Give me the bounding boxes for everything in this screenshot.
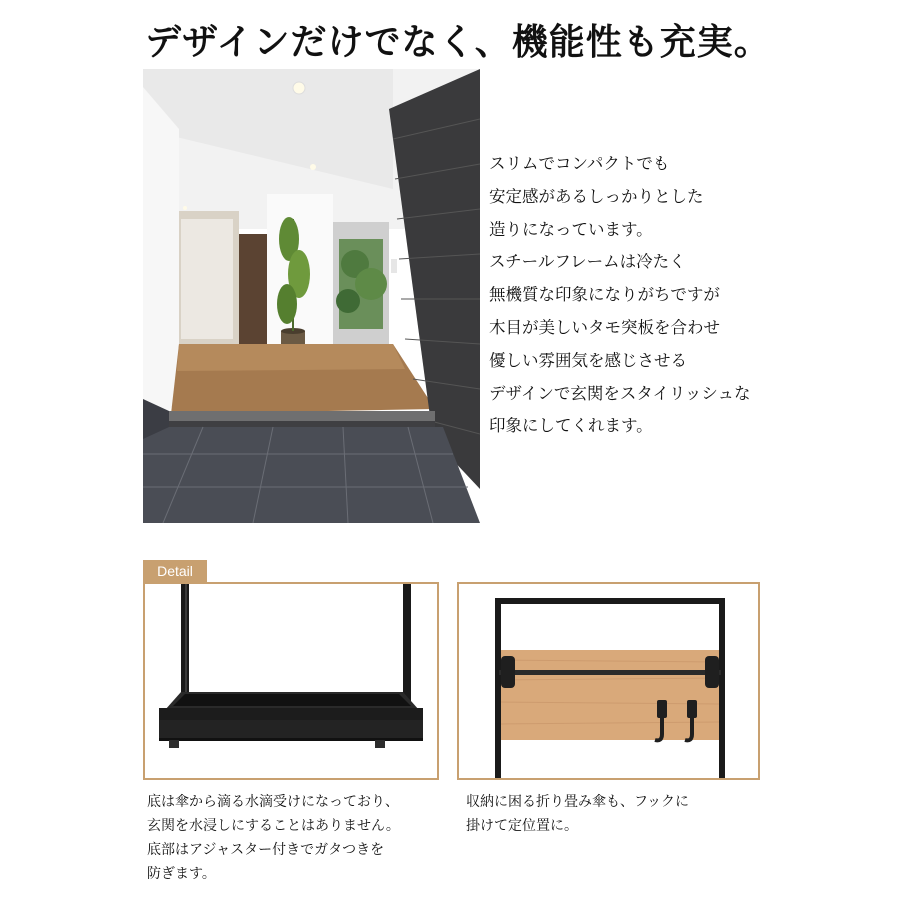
caption-line: 掛けて定位置に。: [466, 818, 578, 834]
description-line: 造りになっています。: [489, 219, 653, 239]
description-line: 無機質な印象になりがちですが: [489, 285, 720, 305]
description-line: スチールフレームは冷たく: [489, 252, 686, 272]
caption-line: 防ぎます。: [147, 866, 216, 882]
detail-photo-tray: [143, 582, 439, 780]
caption-line: 底部はアジャスター付きでガタつきを: [147, 842, 385, 858]
caption-tray: [147, 790, 400, 886]
caption-line: 収納に困る折り畳み傘も、フックに: [466, 794, 690, 810]
product-description: [489, 148, 751, 443]
detail-label: Detail: [143, 560, 207, 582]
description-line: 印象にしてくれます。: [489, 416, 653, 436]
entrance-photo: [143, 69, 480, 523]
description-line: 安定感があるしっかりとした: [489, 186, 704, 206]
caption-hooks: [466, 790, 689, 838]
description-line: デザインで玄関をスタイリッシュな: [489, 383, 751, 403]
description-line: 木目が美しいタモ突板を合わせ: [489, 317, 720, 337]
caption-line: 玄関を水浸しにすることはありません。: [147, 818, 400, 834]
detail-photo-hooks: [457, 582, 760, 780]
caption-line: 底は傘から滴る水滴受けになっており、: [147, 794, 399, 810]
headline: デザインだけでなく、機能性も充実。: [145, 22, 771, 63]
description-line: スリムでコンパクトでも: [489, 154, 670, 173]
description-line: 優しい雰囲気を感じさせる: [489, 350, 687, 370]
